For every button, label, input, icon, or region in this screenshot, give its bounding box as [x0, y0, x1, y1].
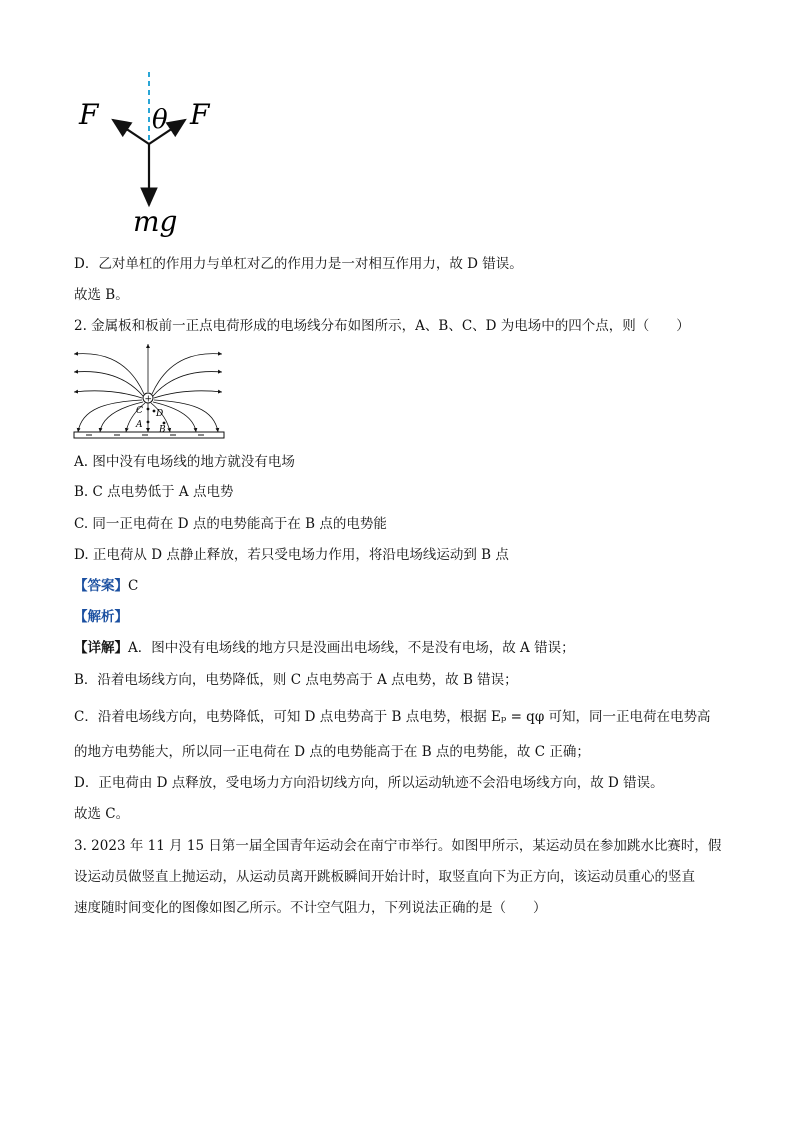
analysis-tag: 【解析】 — [74, 609, 128, 625]
detail-tag: 【详解】 — [74, 640, 128, 656]
point-label-a: A — [136, 420, 143, 430]
left-force-arrow — [113, 120, 149, 144]
q2-detail-d: D．正电荷由 D 点释放，受电场力方向沿切线方向，所以运动轨迹不会沿电场线方向，故 D 错误。 — [74, 775, 664, 791]
charge-symbol: + — [144, 394, 153, 405]
q2-conclusion: 故选 C。 — [74, 806, 130, 822]
q2-option-b: B. C 点电势低于 A 点电势 — [74, 484, 234, 500]
point-label-b: B — [159, 425, 166, 435]
q2-option-a: A. 图中没有电场线的地方就没有电场 — [74, 454, 295, 470]
q3-line-2: 设运动员做竖直上抛运动，从运动员离开跳板瞬间开始计时，取竖直向下为正方向，该运动员重心的竖直 — [74, 869, 695, 885]
answer-value: C — [128, 578, 139, 594]
point-label-d: D — [156, 409, 164, 419]
prev-conclusion: 故选 B。 — [74, 287, 129, 303]
q2-option-c: C. 同一正电荷在 D 点的电势能高于在 B 点的电势能 — [74, 516, 387, 532]
right-force-label: F — [190, 98, 210, 131]
gravity-label: mg — [133, 205, 178, 238]
q3-line-1: 3. 2023 年 11 月 15 日第一届全国青年运动会在南宁市举行。如图甲所示，某运动员在参加跳水比赛时，假 — [74, 838, 722, 854]
q2-option-d: D. 正电荷从 D 点静止释放，若只受电场力作用，将沿电场线运动到 B 点 — [74, 547, 509, 563]
q2-stem: 2. 金属板和板前一正点电荷形成的电场线分布如图所示，A、B、C、D 为电场中的四个点，则（ ） — [74, 318, 690, 334]
force-diagram — [0, 0, 794, 250]
q3-line-3: 速度随时间变化的图像如图乙所示。不计空气阻力，下列说法正确的是（ ） — [74, 900, 547, 916]
q2-detail-c1: C．沿着电场线方向，电势降低，可知 D 点电势高于 B 点电势，根据 Eₚ = qφ 可知，同一正电荷在电势高 — [74, 709, 711, 725]
q2-analysis — [74, 607, 128, 627]
angle-label: θ — [152, 105, 168, 135]
prev-option-d: D．乙对单杠的作用力与单杠对乙的作用力是一对相互作用力，故 D 错误。 — [74, 256, 523, 272]
q2-detail-a-line — [74, 638, 575, 658]
answer-tag: 【答案】 — [74, 578, 128, 594]
detail-a: A．图中没有电场线的地方只是没画出电场线，不是没有电场，故 A 错误； — [128, 640, 575, 656]
q2-answer — [74, 576, 138, 596]
q2-detail-c2: 的地方电势能大，所以同一正电荷在 D 点的电势能高于在 B 点的电势能，故 C 正确； — [74, 744, 590, 760]
point-label-c: C — [136, 406, 143, 416]
q2-detail-b: B．沿着电场线方向，电势降低，则 C 点电势高于 A 点电势，故 B 错误； — [74, 672, 518, 688]
electric-field-figure — [72, 342, 232, 442]
left-force-label: F — [79, 98, 99, 131]
